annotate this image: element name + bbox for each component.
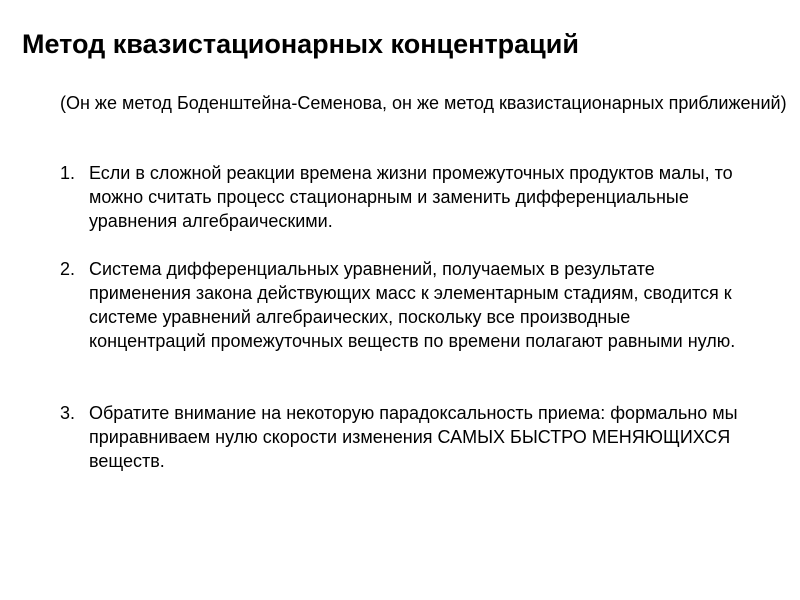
list-item [60,257,740,353]
list-item-text: Обратите внимание на некоторую парадоксальность приема: формально мы приравниваем нулю скорости изменения САМЫХ БЫСТРО МЕНЯЮЩИХСЯ веществ. [89,403,738,471]
list-item-text: Если в сложной реакции времена жизни промежуточных продуктов малы, то можно считать процесс стационарным и заменить дифференциальные уравнения алгебраическими. [89,163,733,231]
list-item-number: 3. [60,403,76,423]
list-item [60,401,740,473]
list-item [60,161,740,233]
slide-title: Метод квазистационарных концентраций [22,29,579,59]
list-item-number: 2. [60,259,76,279]
list-item-number: 1. [60,163,76,183]
list-item-text: Система дифференциальных уравнений, получаемых в результате применения закона действующих масс к элементарным стадиям, сводится к системе уравнений алгебраических, поскольку все производные концентраций промежуточных веществ по времени полагают равными нулю. [89,259,736,351]
intro-note: (Он же метод Боденштейна-Семенова, он же метод квазистационарных приближений) [60,93,787,113]
